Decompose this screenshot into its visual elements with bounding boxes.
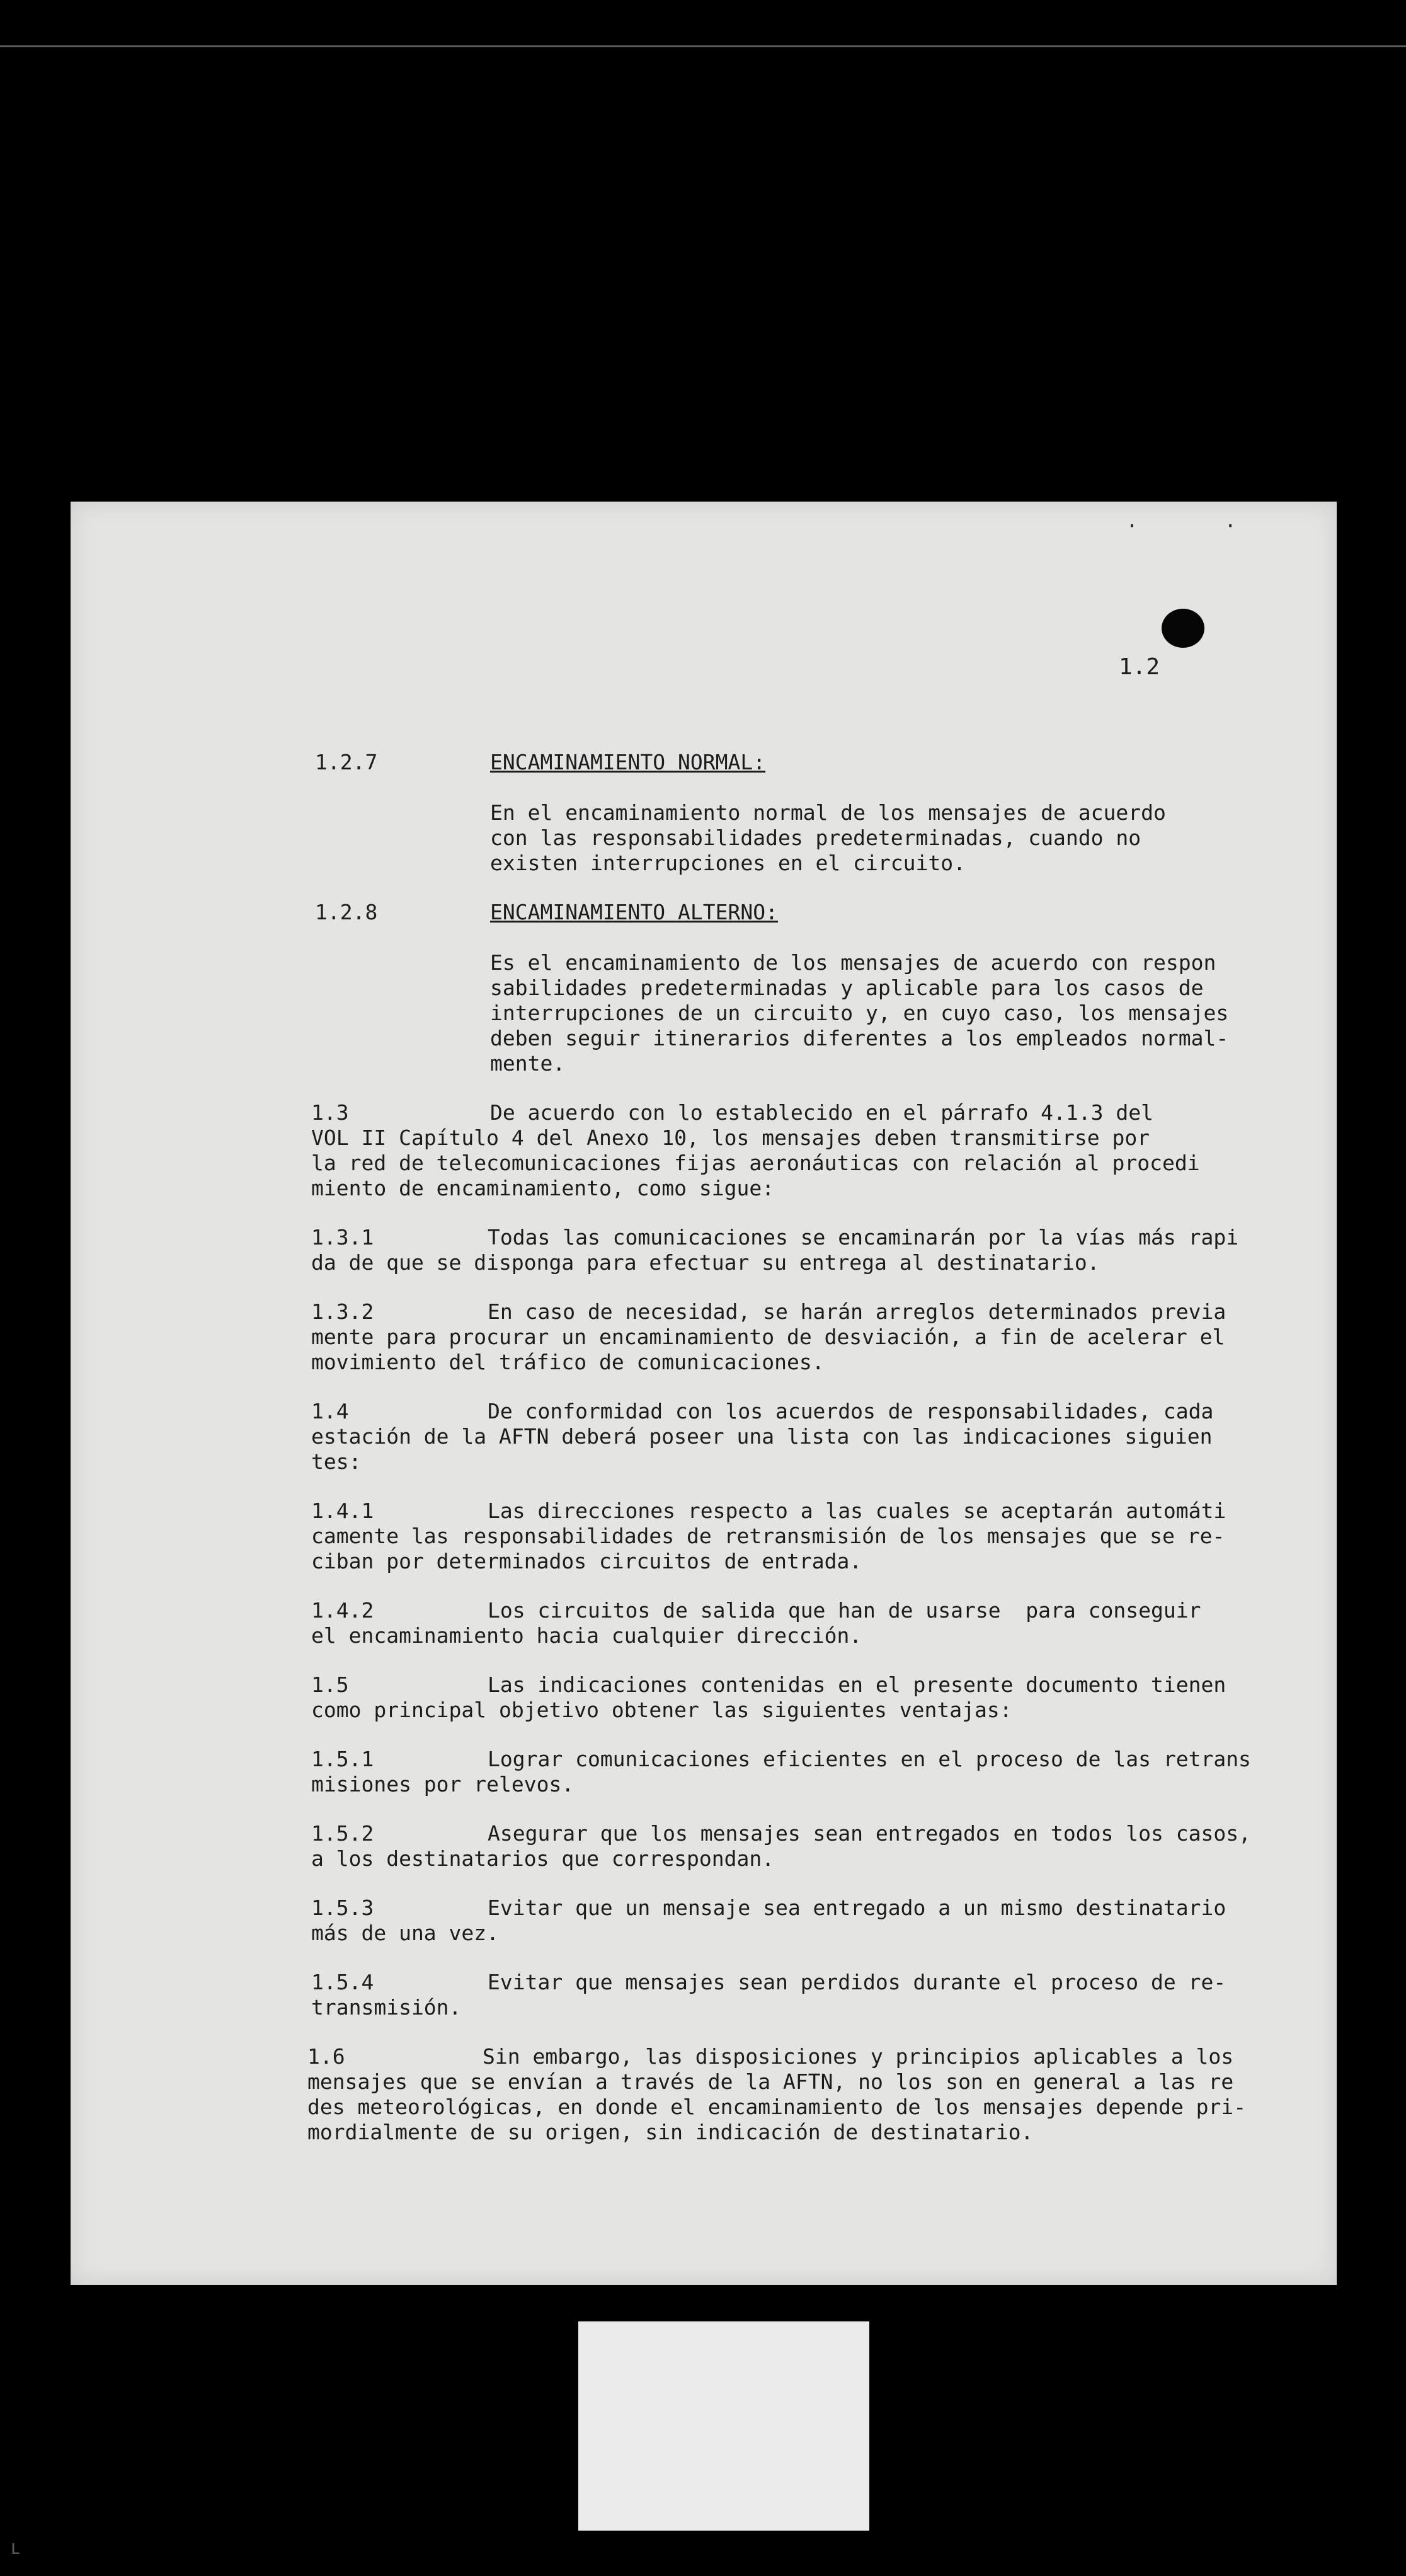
section-body-1-2-7: En el encaminamiento normal de los mensajes de acuerdo con las responsabilidades predeterminadas, cuando no existen interrupciones en el circuito.: [490, 800, 1166, 875]
section-first-line-1-5-1: Lograr comunicaciones eficientes en el proceso de las retrans: [488, 1747, 1251, 1771]
next-page-preview: [578, 2321, 869, 2531]
page-number: 1.2: [1119, 654, 1160, 680]
section-heading-normal: ENCAMINAMIENTO NORMAL:: [490, 750, 766, 774]
section-first-line-1-3-2: En caso de necesidad, se harán arreglos determinados previa: [488, 1299, 1226, 1324]
section-first-line-1-4: De conformidad con los acuerdos de responsabilidades, cada: [488, 1399, 1214, 1423]
section-first-line-1-3: De acuerdo con lo establecido en el párrafo 4.1.3 del: [490, 1100, 1153, 1125]
section-body-1-5-1: misiones por relevos.: [311, 1772, 574, 1797]
section-body-1-3-1: da de que se disponga para efectuar su entrega al destinatario.: [311, 1250, 1100, 1275]
film-top-border: [0, 45, 1406, 47]
section-number-1-4-2: 1.4.2: [311, 1598, 374, 1623]
section-number-1-5-2: 1.5.2: [311, 1821, 374, 1846]
section-number-1-4: 1.4: [311, 1399, 349, 1423]
section-heading-alterno: ENCAMINAMIENTO ALTERNO:: [490, 900, 778, 924]
section-number-1-5-3: 1.5.3: [311, 1895, 374, 1920]
section-body-1-5-4: transmisión.: [311, 1995, 462, 2020]
section-body-1-2-8: Es el encaminamiento de los mensajes de acuerdo con respon sabilidades predeterminadas y aplicable para los casos de interrupciones de un circuito y, en cuyo caso, los mensajes deben seguir itinerarios diferentes a los empleados normal- mente.: [490, 950, 1229, 1076]
section-first-line-1-5-4: Evitar que mensajes sean perdidos durante el proceso de re-: [488, 1970, 1226, 1994]
film-edge-mark: ʟ: [10, 2537, 22, 2559]
section-body-1-5: como principal objetivo obtener las siguientes ventajas:: [311, 1698, 1012, 1722]
section-first-line-1-4-2: Los circuitos de salida que han de usarse para conseguir: [488, 1598, 1201, 1623]
section-first-line-1-3-1: Todas las comunicaciones se encaminarán por la vías más rapi: [488, 1225, 1239, 1250]
section-first-line-1-4-1: Las direcciones respecto a las cuales se aceptarán automáti: [488, 1498, 1226, 1523]
section-number-1-4-1: 1.4.1: [311, 1498, 374, 1523]
scan-marks: · ·: [1126, 515, 1274, 538]
section-number-1-5-1: 1.5.1: [311, 1747, 374, 1771]
section-first-line-1-6: Sin embargo, las disposiciones y principios aplicables a los: [483, 2044, 1234, 2069]
section-body-1-3: VOL II Capítulo 4 del Anexo 10, los mensajes deben transmitirse por la red de telecomunicaciones fijas aeronáuticas con relación al procedi miento de encaminamiento, como sigue:: [311, 1125, 1200, 1200]
section-body-1-4: estación de la AFTN deberá poseer una lista con las indicaciones siguien tes:: [311, 1424, 1213, 1474]
section-number-1-2-7: 1.2.7: [315, 750, 378, 774]
section-number-1-5: 1.5: [311, 1672, 349, 1697]
section-first-line-1-5-3: Evitar que un mensaje sea entregado a un mismo destinatario: [488, 1895, 1226, 1920]
section-body-1-4-1: camente las responsabilidades de retransmisión de los mensajes que se re- ciban por determinados circuitos de entrada.: [311, 1524, 1225, 1573]
section-number-1-3-2: 1.3.2: [311, 1299, 374, 1324]
section-number-1-3-1: 1.3.1: [311, 1225, 374, 1250]
section-body-1-5-2: a los destinatarios que correspondan.: [311, 1846, 775, 1871]
section-number-1-6: 1.6: [307, 2044, 345, 2069]
section-body-1-6: mensajes que se envían a través de la AFTN, no los son en general a las re des meteorológicas, en donde el encaminamiento de los mensajes depende pri- mordialmente de su origen, sin indicación de destinatario.: [307, 2069, 1247, 2144]
section-body-1-4-2: el encaminamiento hacia cualquier dirección.: [311, 1623, 862, 1648]
section-body-1-3-2: mente para procurar un encaminamiento de desviación, a fin de acelerar el movimiento del tráfico de comunicaciones.: [311, 1325, 1225, 1374]
section-number-1-5-4: 1.5.4: [311, 1970, 374, 1994]
section-first-line-1-5-2: Asegurar que los mensajes sean entregados en todos los casos,: [488, 1821, 1251, 1846]
section-number-1-2-8: 1.2.8: [315, 900, 378, 924]
section-number-1-3: 1.3: [311, 1100, 349, 1125]
section-body-1-5-3: más de una vez.: [311, 1921, 500, 1945]
section-first-line-1-5: Las indicaciones contenidas en el presente documento tienen: [488, 1672, 1226, 1697]
punch-hole: [1162, 609, 1204, 648]
